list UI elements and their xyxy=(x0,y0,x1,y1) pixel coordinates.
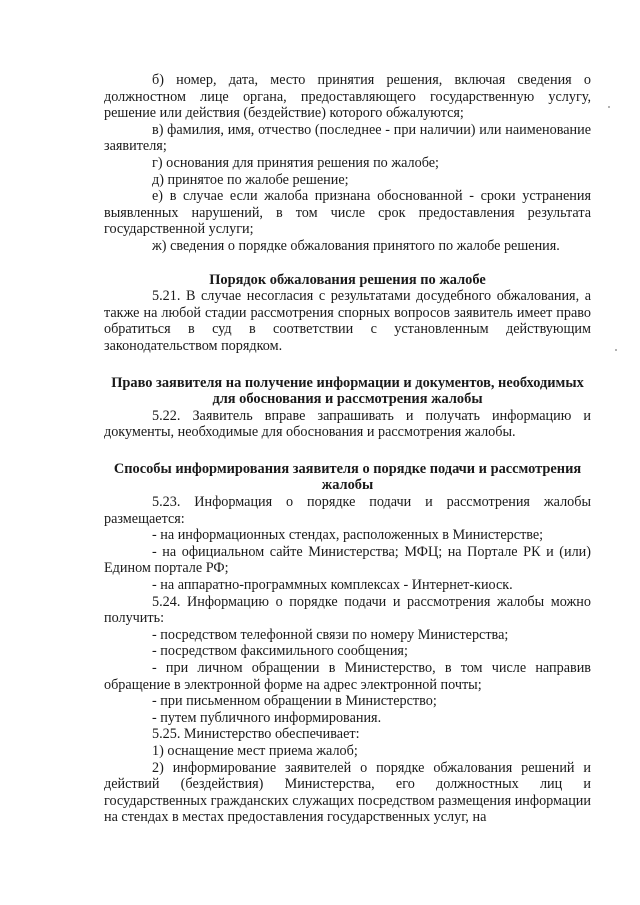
section-heading-methods: Способы информирования заявителя о порядке подачи и рассмотрения жалобы xyxy=(113,460,582,494)
bullet-item: - при письменном обращении в Министерство; xyxy=(152,693,437,710)
list-item-e: е) в случае если жалоба признана обоснованной - сроки устранения выявленных нарушений, в том числе срок предоставления результата государственной услуги; xyxy=(104,188,591,238)
scan-speck xyxy=(608,106,610,108)
bullet-item: - посредством телефонной связи по номеру Министерства; xyxy=(152,626,509,643)
paragraph-5-21: 5.21. В случае несогласия с результатами досудебного обжалования, а также на любой стадии рассмотрения спорных вопросов заявитель имеет право обратиться в суд в соответствии с установленным действующим законодательством порядком. xyxy=(104,288,591,354)
bullet-item: - на аппаратно-программных комплексах - Интернет-киоск. xyxy=(152,577,513,594)
bullet-item: - путем публичного информирования. xyxy=(152,709,382,726)
list-item-v: в) фамилия, имя, отчество (последнее - при наличии) или наименование заявителя; xyxy=(104,121,591,155)
paragraph-5-24: 5.24. Информацию о порядке подачи и рассмотрения жалобы можно получить: xyxy=(104,593,591,627)
paragraph-5-22: 5.22. Заявитель вправе запрашивать и получать информацию и документы, необходимые для обоснования и рассмотрения жалобы. xyxy=(104,407,591,441)
document-page xyxy=(104,72,591,826)
bullet-item: - на официальном сайте Министерства; МФЦ; на Портале РК и (или) Едином портале РФ; xyxy=(104,543,591,577)
section-heading-right: Право заявителя на получение информации и документов, необходимых для обоснования и рассмотрения жалобы xyxy=(111,374,584,408)
numbered-item: 2) информирование заявителей о порядке обжалования решений и действий (бездействия) Министерства, его должностных лиц и государственных гражданских служащих посредством размещения информации на стендах в местах предоставления государственных услуг, на xyxy=(104,759,591,826)
list-item-b: б) номер, дата, место принятия решения, включая сведения о должностном лице органа, предоставляющего государственную услугу, решение или действия (бездействие) которого обжалуются; xyxy=(104,72,591,122)
bullet-item: - при личном обращении в Министерство, в том числе направив обращение в электронной форме на адрес электронной почты; xyxy=(104,660,591,693)
list-item-zh: ж) сведения о порядке обжалования принятого по жалобе решения. xyxy=(152,237,560,254)
bullet-item: - на информационных стендах, расположенных в Министерстве; xyxy=(152,527,544,544)
bullet-item: - посредством факсимильного сообщения; xyxy=(152,643,408,660)
scan-speck xyxy=(615,349,617,351)
paragraph-5-25: 5.25. Министерство обеспечивает: xyxy=(152,726,360,743)
numbered-item: 1) оснащение мест приема жалоб; xyxy=(152,742,358,759)
section-heading-appeal: Порядок обжалования решения по жалобе xyxy=(209,271,486,288)
list-item-g: г) основания для принятия решения по жалобе; xyxy=(152,154,439,171)
list-item-d: д) принятое по жалобе решение; xyxy=(152,171,349,188)
paragraph-5-23: 5.23. Информация о порядке подачи и рассмотрения жалобы размещается: xyxy=(104,494,591,527)
